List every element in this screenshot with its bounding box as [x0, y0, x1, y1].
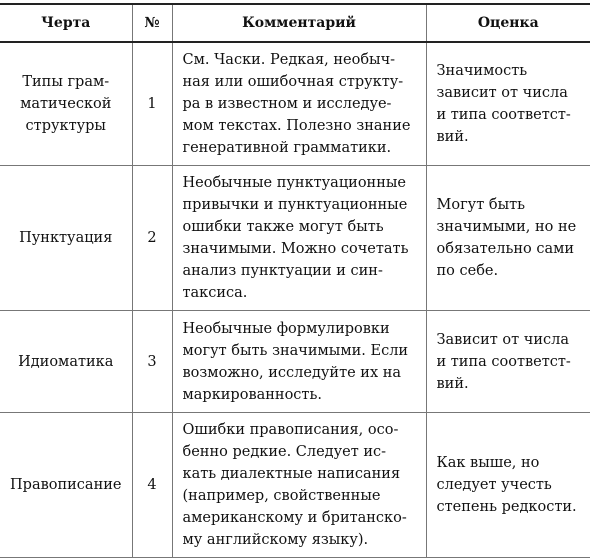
number-text: 2 [147, 230, 157, 246]
comment-cell [172, 311, 426, 413]
feature-cell [0, 166, 132, 311]
comment-text: Ошибки правописания, осо- бенно редкие. Следует ис- кать диалектные написания (например, свойственные американскому и британско- му английскому языку). [182, 422, 407, 548]
feature-cell [0, 42, 132, 166]
comment-text: Необычные пунктуационные привычки и пунктуационные ошибки также могут быть значимыми. Можно сочетать анализ пунктуации и син- таксиса. [182, 175, 409, 301]
header-evaluation: Оценка [426, 4, 590, 42]
feature-cell [0, 413, 132, 558]
feature-text: Правописание [10, 477, 122, 493]
table-row [0, 42, 590, 166]
feature-text: Пунктуация [19, 230, 113, 246]
table-row [0, 166, 590, 311]
evaluation-cell [426, 166, 590, 311]
features-table [0, 3, 590, 558]
number-cell [132, 413, 172, 558]
comment-cell [172, 42, 426, 166]
evaluation-text: Значимость зависит от числа и типа соответст- вий. [436, 63, 571, 145]
evaluation-cell [426, 311, 590, 413]
number-cell [132, 311, 172, 413]
number-cell [132, 42, 172, 166]
header-number: № [132, 4, 172, 42]
table-body [0, 42, 590, 558]
comment-cell [172, 166, 426, 311]
evaluation-text: Как выше, но следует учесть степень редкости. [436, 455, 577, 515]
comment-text: Необычные формулировки могут быть значимыми. Если возможно, исследуйте их на маркированность. [182, 320, 409, 403]
header-feature: Черта [0, 4, 132, 42]
number-text: 1 [147, 96, 157, 112]
header-row [0, 4, 590, 42]
header-comment: Комментарий [172, 4, 426, 42]
table-row [0, 413, 590, 558]
number-text: 4 [147, 477, 157, 493]
number-text: 3 [147, 353, 157, 370]
evaluation-cell [426, 413, 590, 558]
table-row [0, 311, 590, 413]
feature-text: Идиоматика [18, 353, 114, 370]
number-cell [132, 166, 172, 311]
evaluation-cell [426, 42, 590, 166]
evaluation-text: Зависит от числа и типа соответст- вий. [436, 331, 571, 392]
feature-text: Типы грам- матической структуры [20, 74, 112, 134]
feature-cell [0, 311, 132, 413]
comment-cell [172, 413, 426, 558]
table-header [0, 4, 590, 42]
evaluation-text: Могут быть значимыми, но не обязательно сами по себе. [436, 197, 577, 279]
comment-text: См. Часки. Редкая, необыч- ная или ошибочная структу- ра в известном и исследуе- мом текстах. Полезно знание генеративной грамматики. [182, 52, 411, 156]
